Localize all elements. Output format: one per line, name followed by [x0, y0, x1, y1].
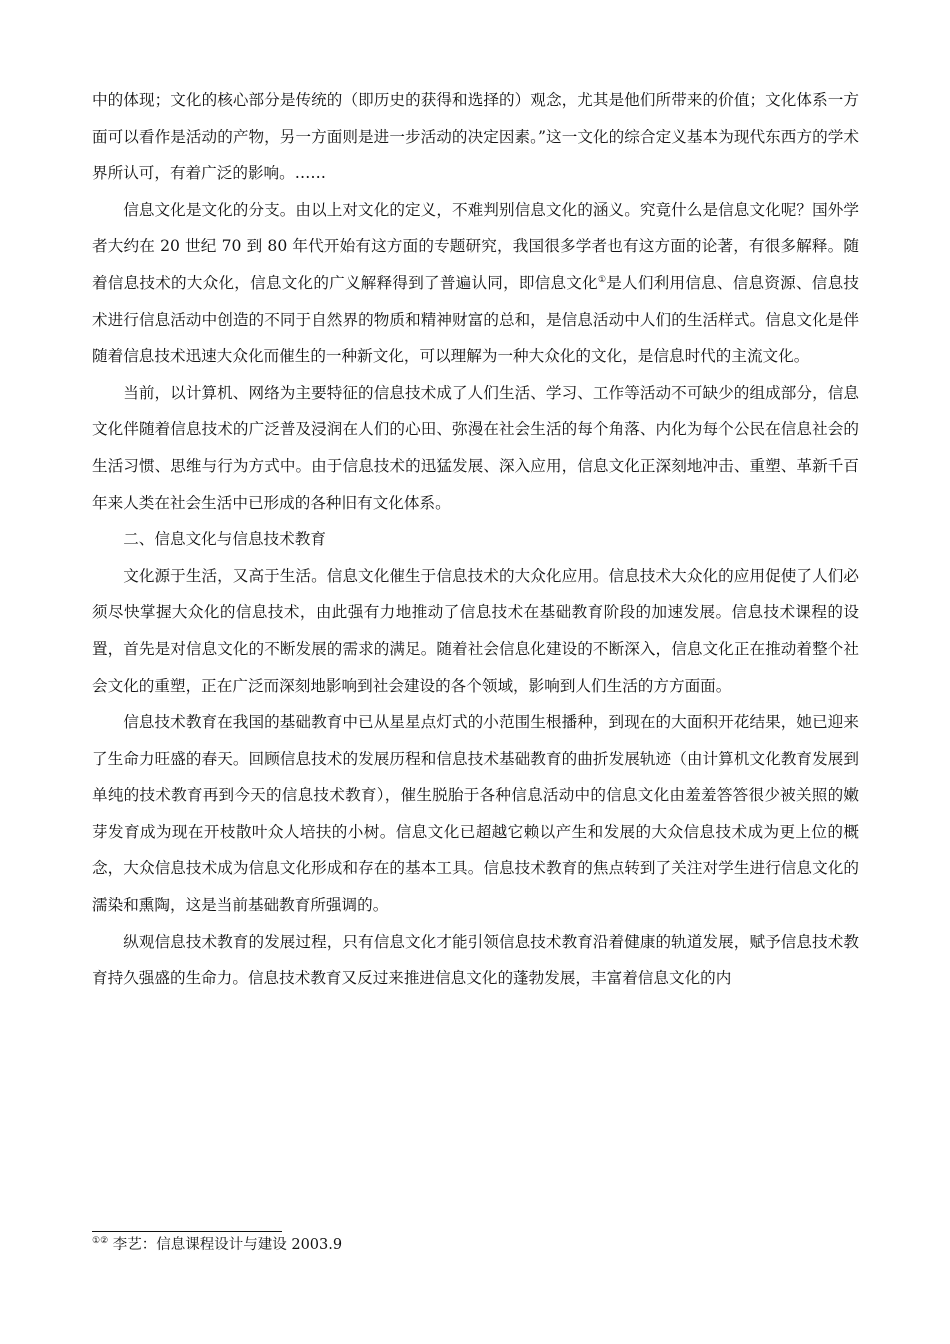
paragraph-continuation: 中的体现；文化的核心部分是传统的（即历史的获得和选择的）观念，尤其是他们所带来的价值；文化体系一方面可以看作是活动的产物，另一方面则是进一步活动的决定因素。”这一文化的综合定义基本为现代东西方的学术界所认可，有着广泛的影响。……	[92, 91, 859, 183]
paragraph-it-education-history: 信息技术教育在我国的基础教育中已从星星点灯式的小范围生根播种，到现在的大面积开花结果，她已迎来了生命力旺盛的春天。回顾信息技术的发展历程和信息技术基础教育的曲折发展轨迹（由计算机文化教育发展到单纯的技术教育再到今天的信息技术教育），催生脱胎于各种信息活动中的信息文化由羞羞答答很少被关照的嫩芽发育成为现在开枝散叶众人培扶的小树。信息文化已超越它赖以产生和发展的大众信息技术成为更上位的概念，大众信息技术成为信息文化形成和存在的基本工具。信息技术教育的焦点转到了关注对学生进行信息文化的濡染和熏陶，这是当前基础教育所强调的。	[92, 713, 859, 915]
paragraph-current-situation: 当前，以计算机、网络为主要特征的信息技术成了人们生活、学习、工作等活动不可缺少的组成部分，信息文化伴随着信息技术的广泛普及浸润在人们的心田、弥漫在社会生活的每个角落、内化为每个公民在信息社会的生活习惯、思维与行为方式中。由于信息技术的迅猛发展、深入应用，信息文化正深刻地冲击、重塑、革新千百年来人类在社会生活中已形成的各种旧有文化体系。	[92, 383, 859, 512]
document-page	[92, 82, 859, 997]
footnote-ref-mark[interactable]: ①	[597, 274, 607, 285]
footnote-marks: ①②	[92, 1236, 109, 1247]
paragraph-information-culture-definition	[92, 192, 859, 375]
section-heading: 二、信息文化与信息技术教育	[123, 530, 326, 549]
paragraph-text-before-ref: 信息文化是文化的分支。由以上对文化的定义，不难判别信息文化的涵义。究竟什么是信息文化呢？国外学者大约在 20 世纪 70 到 80 年代开始有这方面的专题研究，我国很多学者也有这方面的论著，有很多解释。随着信息技术的大众化，信息文化的广义解释得到了普遍认同，即信息文化	[92, 200, 859, 292]
footnote-separator	[92, 1231, 282, 1232]
paragraph-overview: 纵观信息技术教育的发展过程，只有信息文化才能引领信息技术教育沿着健康的轨道发展，赋予信息技术教育持久强盛的生命力。信息技术教育又反过来推进信息文化的蓬勃发展，丰富着信息文化的内	[92, 932, 859, 988]
footnote	[92, 1235, 342, 1255]
footnote-text: 李艺：信息课程设计与建设 2003.9	[108, 1237, 343, 1253]
paragraph-text-after-ref: 是人们利用信息、信息资源、信息技术进行信息活动中创造的不同于自然界的物质和精神财富的总和，是信息活动中人们的生活样式。信息文化是伴随着信息技术迅速大众化而催生的一种新文化，可以理解为一种大众化的文化，是信息时代的主流文化。	[92, 273, 859, 366]
paragraph-culture-from-life: 文化源于生活，又高于生活。信息文化催生于信息技术的大众化应用。信息技术大众化的应用促使了人们必须尽快掌握大众化的信息技术，由此强有力地推动了信息技术在基础教育阶段的加速发展。信息技术课程的设置，首先是对信息文化的不断发展的需求的满足。随着社会信息化建设的不断深入，信息文化正在推动着整个社会文化的重塑，正在广泛而深刻地影响到社会建设的各个领域，影响到人们生活的方方面面。	[92, 566, 859, 695]
